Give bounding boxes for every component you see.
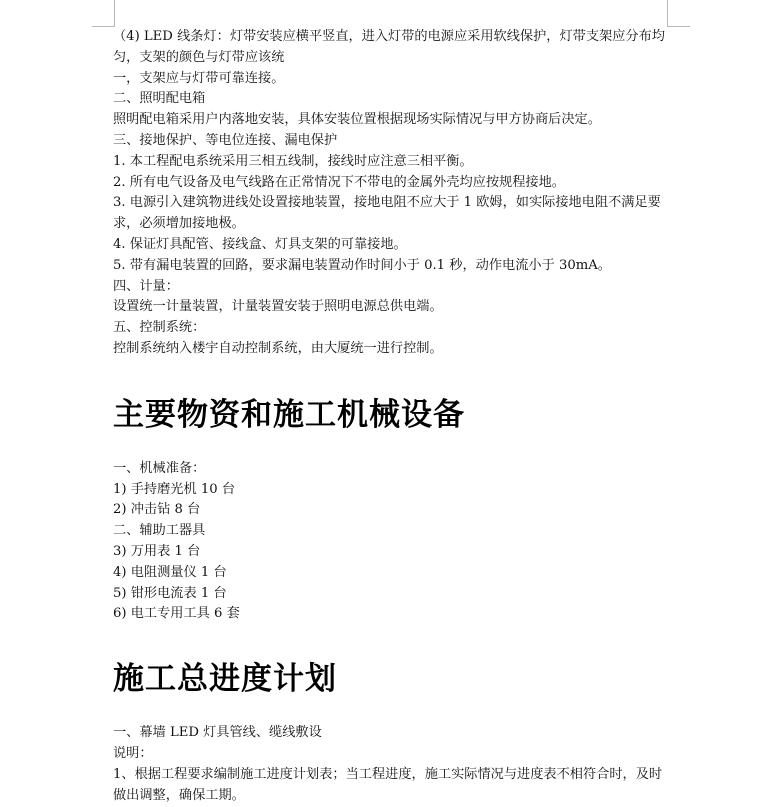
paragraph: 一、幕墙 LED 灯具管线、缆线敷设 xyxy=(113,725,322,741)
heading-materials-equipment: 主要物资和施工机械设备 xyxy=(113,396,465,433)
list-item: 1) 手持磨光机 10 台 xyxy=(113,481,236,497)
section-equipment-list xyxy=(113,459,673,625)
paragraph: 设置统一计量装置，计量装置安装于照明电源总供电端。 xyxy=(113,299,443,315)
list-item: 4. 保证灯具配管、接线盒、灯具支架的可靠接地。 xyxy=(113,236,407,252)
list-item: 5. 带有漏电装置的回路，要求漏电装置动作时间小于 0.1 秒，动作电流小于 30mA。 xyxy=(113,257,611,273)
paragraph: 说明： xyxy=(113,745,153,761)
document-body xyxy=(113,27,673,806)
list-item: 4) 电阻测量仪 1 台 xyxy=(113,564,227,580)
paragraph: 四、计量： xyxy=(113,278,179,294)
section-electrical-notes xyxy=(113,27,673,360)
paragraph: 控制系统纳入楼宇自动控制系统，由大厦统一进行控制。 xyxy=(113,340,443,356)
heading-schedule: 施工总进度计划 xyxy=(113,661,337,698)
list-item: 1. 本工程配电系统采用三相五线制，接线时应注意三相平衡。 xyxy=(113,153,473,169)
list-item: 5) 钳形电流表 1 台 xyxy=(113,585,227,601)
paragraph: 一、机械准备： xyxy=(113,460,206,476)
list-item: 6) 电工专用工具 6 套 xyxy=(113,606,240,622)
crop-mark-left xyxy=(92,0,115,27)
list-item: 3) 万用表 1 台 xyxy=(113,543,201,559)
paragraph: 1、根据工程要求编制施工进度计划表；当工程进度，施工实际情况与进度表不相符合时，及时做出调整，确保工期。 xyxy=(113,766,663,803)
paragraph: 照明配电箱采用户内落地安装，具体安装位置根据现场实际情况与甲方协商后决定。 xyxy=(113,112,601,128)
paragraph: 二、照明配电箱 xyxy=(113,91,206,107)
paragraph: 三、接地保护、等电位连接、漏电保护 xyxy=(113,132,338,148)
crop-mark-right xyxy=(667,0,690,27)
list-item: 2. 所有电气设备及电气线路在正常情况下不带电的金属外壳均应按规程接地。 xyxy=(113,174,565,190)
list-item: 3. 电源引入建筑物进线处设置接地装置，接地电阻不应大于 1 欧姆，如实际接地电阻不满足要求，必须增加接地极。 xyxy=(113,195,661,232)
paragraph: 二、辅助工器具 xyxy=(113,523,206,539)
paragraph: （4) LED 线条灯：灯带安装应横平竖直，进入灯带的电源应采用软线保护，灯带支架应分布均匀，支架的颜色与灯带应该统 xyxy=(113,29,665,65)
list-item: 2) 冲击钻 8 台 xyxy=(113,502,201,518)
paragraph: 五、控制系统： xyxy=(113,320,206,336)
section-schedule xyxy=(113,723,673,806)
paragraph: 一，支架应与灯带可靠连接。 xyxy=(113,70,285,86)
